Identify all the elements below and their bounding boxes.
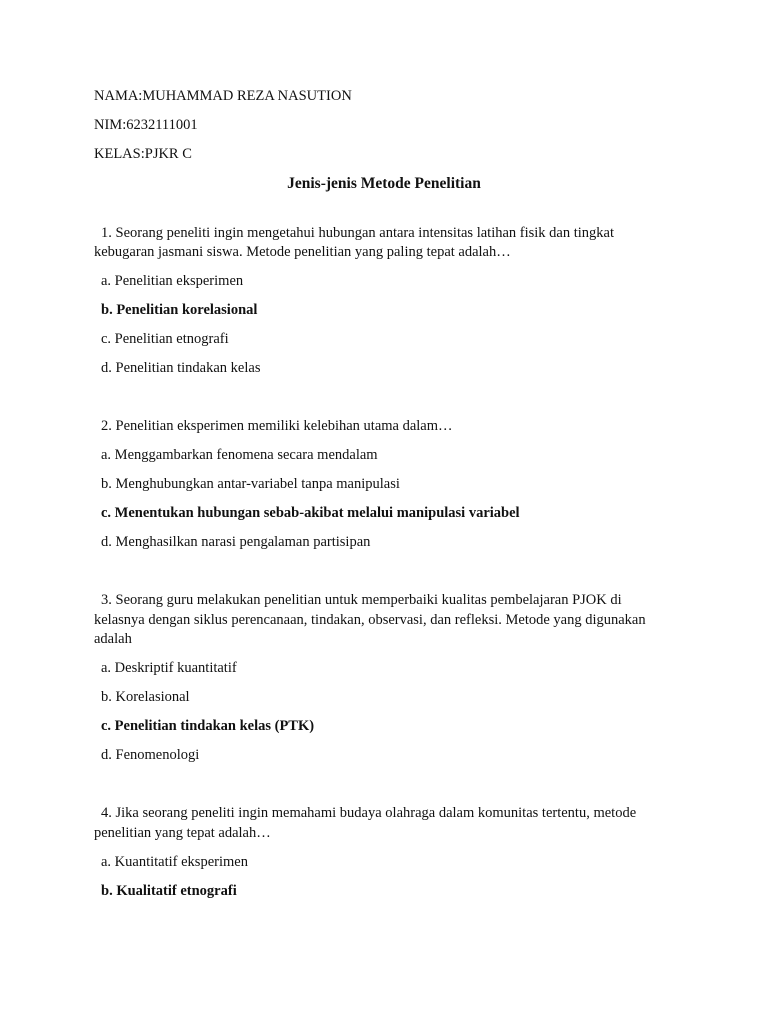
option-d: d. Penelitian tindakan kelas	[101, 360, 261, 376]
option-a: a. Menggambarkan fenomena secara mendalam	[101, 447, 378, 463]
question-text: 2. Penelitian eksperimen memiliki kelebihan utama dalam…	[101, 418, 453, 434]
option-b-correct: b. Penelitian korelasional	[101, 302, 258, 318]
question-1	[94, 224, 674, 379]
question-4	[94, 804, 674, 901]
option-c: c. Penelitian etnografi	[101, 331, 229, 347]
question-text: 4. Jika seorang peneliti ingin memahami budaya olahraga dalam komunitas tertentu, metode penelitian yang tepat adalah…	[94, 805, 637, 841]
page-title: Jenis-jenis Metode Penelitian	[287, 175, 481, 192]
option-b: b. Korelasional	[101, 689, 190, 705]
question-text: 3. Seorang guru melakukan penelitian untuk memperbaiki kualitas pembelajaran PJOK di kelasnya dengan siklus perencanaan, tindakan, observasi, dan refleksi. Metode yang digunakan adalah	[94, 592, 646, 647]
student-class: KELAS:PJKR C	[94, 146, 192, 162]
option-a: a. Penelitian eksperimen	[101, 273, 244, 289]
option-b-correct: b. Kualitatif etnografi	[101, 882, 237, 899]
option-c-correct: c. Penelitian tindakan kelas (PTK)	[101, 718, 315, 734]
option-c-correct: c. Menentukan hubungan sebab-akibat melalui manipulasi variabel	[101, 505, 520, 521]
option-d: d. Fenomenologi	[101, 747, 200, 763]
option-b: b. Menghubungkan antar-variabel tanpa manipulasi	[101, 476, 400, 492]
spacer	[94, 194, 674, 224]
question-2	[94, 417, 674, 553]
spacer	[94, 388, 674, 417]
spacer	[94, 775, 674, 804]
option-a: a. Deskriptif kuantitatif	[101, 660, 237, 676]
question-3	[94, 591, 674, 766]
student-nim: NIM:6232111001	[94, 117, 198, 133]
question-text: 1. Seorang peneliti ingin mengetahui hubungan antara intensitas latihan fisik dan tingkat kebugaran jasmani siswa. Metode penelitian yang paling tepat adalah…	[94, 224, 615, 260]
student-name: NAMA:MUHAMMAD REZA NASUTION	[94, 88, 352, 104]
option-d: d. Menghasilkan narasi pengalaman partisipan	[101, 534, 371, 550]
spacer	[94, 562, 674, 591]
option-a: a. Kuantitatif eksperimen	[101, 853, 248, 870]
